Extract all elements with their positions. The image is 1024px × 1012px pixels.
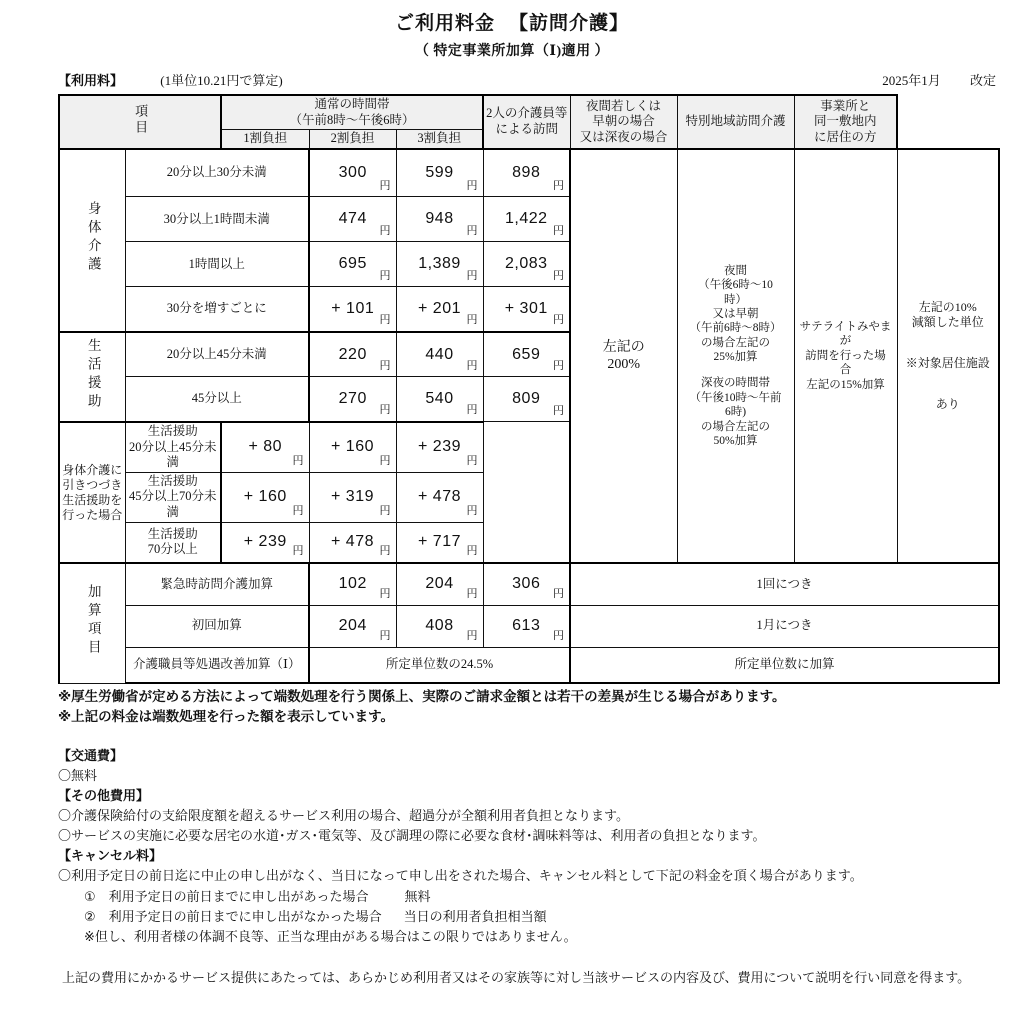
price-cell: + 239 円 (221, 522, 309, 563)
table-footnotes (58, 687, 1024, 728)
page-title-bracket: 【訪問介護】 (509, 13, 630, 34)
category-physical: 身体介護 (59, 149, 125, 332)
price-cell: + 160 円 (309, 422, 396, 472)
header-same-site-l3: に居住の方 (813, 129, 877, 144)
duration-cell: 生活援助 45分以上70分未満 (125, 472, 221, 522)
duration-cell: 45分以上 (125, 377, 309, 422)
revision-date: 2025年1月 (882, 73, 941, 88)
table-row (59, 149, 999, 197)
header-night (570, 95, 677, 149)
header-burden-3: 3割負担 (396, 130, 483, 149)
price-cell: + 101 円 (309, 287, 396, 332)
price-cell: + 160 円 (221, 472, 309, 522)
addon-name: 緊急時訪問介護加算 (125, 563, 309, 605)
closing-statement: 上記の費用にかかるサービス提供にあたっては、あらかじめ利用者又はその家族等に対し当該サービスの内容及び、費用について説明を行い同意を得ます。 (62, 970, 971, 986)
price-cell: 1,389 円 (396, 242, 483, 287)
meta-row (0, 70, 1024, 92)
duration-cell: 20分以上45分未満 (125, 332, 309, 377)
price-cell: 948 円 (396, 197, 483, 242)
page-title (0, 8, 1024, 35)
duration-cell: 生活援助 20分以上45分未満 (125, 422, 221, 472)
header-night-l1: 夜間若しくは (585, 98, 661, 113)
two-staff-value-l1: 左記の (602, 339, 645, 355)
duration-cell: 30分を増すごとに (125, 287, 309, 332)
price-cell: 695 円 (309, 242, 396, 287)
table-row (59, 605, 999, 647)
header-two-staff-l1: 2人の介護員等 (486, 106, 568, 121)
unit-note: (1単位10.21円で算定) (160, 73, 283, 88)
header-burden-1: 1割負担 (221, 130, 309, 149)
header-same-site (794, 95, 897, 149)
price-cell: 1,422 円 (483, 197, 570, 242)
cancellation-heading: 【キャンセル料】 (58, 848, 163, 864)
night-value: 夜間 （午後6時～10 時） 又は早朝 （午前6時～8時） の場合左記の 25%加算 深夜の時間帯 （午後10時～午前 6時) の場合左記の 50%加算 (677, 149, 794, 563)
header-same-site-l1: 事業所と (820, 98, 871, 113)
cancellation-item-1: 〇利用予定日の前日迄に中止の申し出がなく、当日になって申し出をされた場合、キャンセル料として下記の料金を頂く場合があります。 (58, 868, 863, 884)
duration-cell: 生活援助 70分以上 (125, 522, 221, 563)
revision-info (882, 70, 996, 89)
price-cell: + 201 円 (396, 287, 483, 332)
cancellation-note: ※但し、利用者様の体調不良等、正当な理由がある場合はこの限りではありません。 (84, 928, 577, 944)
price-cell: 102 円 (309, 563, 396, 605)
header-row-1 (59, 95, 999, 130)
price-cell: + 239 円 (396, 422, 483, 472)
price-cell: + 301 円 (483, 287, 570, 332)
header-two-staff-l2: による訪問 (495, 121, 558, 136)
header-special-area: 特別地域訪問介護 (677, 95, 794, 149)
addon-merged-value: 所定単位数の24.5% (309, 647, 570, 683)
other-costs-item-1: 〇介護保険給付の支給限度額を超えるサービス利用の場合、超過分が全額利用者負担となります。 (58, 808, 629, 824)
header-burden-2: 2割負担 (309, 130, 396, 149)
category-life-support: 生活援助 (59, 332, 125, 422)
cancellation-sub-2 (58, 907, 1024, 927)
header-night-l3: 又は深夜の場合 (579, 129, 668, 144)
addon-note: 1月につき (570, 605, 999, 647)
duration-cell: 20分以上30分未満 (125, 149, 309, 197)
info-sections (58, 746, 1024, 947)
duration-cell: 30分以上1時間未満 (125, 197, 309, 242)
other-costs-item-2: 〇サービスの実施に必要な居宅の水道･ガス･電気等、及び調理の際に必要な食材･調味料等は、利用者の負担となります。 (58, 828, 766, 844)
addon-name: 介護職員等処遇改善加算（Ⅰ） (125, 647, 309, 683)
page-title-main: ご利用料金 (394, 13, 495, 34)
price-cell: 440 円 (396, 332, 483, 377)
header-normal-band-time: （午前8時～午後6時） (289, 112, 415, 127)
price-cell: 300 円 (309, 149, 396, 197)
header-two-staff (483, 95, 570, 149)
cancellation-sub-1-label: ① 利用予定日の前日までに申し出があった場合 (84, 888, 369, 904)
price-cell: 408 円 (396, 605, 483, 647)
price-cell: 540 円 (396, 377, 483, 422)
revision-label: 改定 (969, 73, 996, 88)
table-head (59, 95, 999, 149)
price-cell: 898 円 (483, 149, 570, 197)
price-cell: + 478 円 (396, 472, 483, 522)
addon-note: 1回につき (570, 563, 999, 605)
price-cell: + 80 円 (221, 422, 309, 472)
price-cell: 270 円 (309, 377, 396, 422)
addon-note: 所定単位数に加算 (570, 647, 999, 683)
category-combo: 身体介護に 引きつづき 生活援助を 行った場合 (59, 422, 125, 563)
header-item: 項目 (59, 95, 221, 149)
price-cell: 659 円 (483, 332, 570, 377)
cancellation-sub-2-value: 当日の利用者負担相当額 (403, 908, 547, 924)
special-area-value: サテライトみやま が 訪問を行った場 合 左記の15%加算 (794, 149, 897, 563)
header-night-l2: 早朝の場合 (592, 114, 655, 129)
fee-table (58, 94, 1000, 684)
table-row (59, 647, 999, 683)
price-cell: 809 円 (483, 377, 570, 422)
price-cell: 220 円 (309, 332, 396, 377)
transport-heading: 【交通費】 (58, 747, 124, 763)
cancellation-sub-1 (58, 887, 1024, 907)
footnote-2: ※上記の料金は端数処理を行った額を表示しています。 (58, 709, 395, 725)
other-costs-heading: 【その他費用】 (58, 787, 150, 803)
price-cell: + 319 円 (309, 472, 396, 522)
title-block (0, 0, 1024, 60)
header-normal-band (221, 95, 483, 130)
category-addon: 加算項目 (59, 563, 125, 683)
two-staff-value (570, 149, 677, 563)
footnote-1: ※厚生労働省が定める方法によって端数処理を行う関係上、実際のご請求金額とは若干の差異が生じる場合があります。 (58, 689, 786, 705)
page-subtitle: （ 特定事業所加算（Ⅰ)適用 ） (414, 44, 610, 59)
table-row (59, 563, 999, 605)
fee-label: 【利用料】 (58, 73, 124, 88)
cancellation-sub-2-label: ② 利用予定日の前日までに申し出がなかった場合 (84, 908, 382, 924)
price-cell: 204 円 (309, 605, 396, 647)
addon-name: 初回加算 (125, 605, 309, 647)
price-cell: + 478 円 (309, 522, 396, 563)
cancellation-sub-1-value: 無料 (404, 888, 431, 904)
transport-item: 〇無料 (58, 767, 98, 783)
price-cell: + 717 円 (396, 522, 483, 563)
duration-cell: 1時間以上 (125, 242, 309, 287)
two-staff-value-l2: 200% (607, 357, 641, 372)
price-cell: 2,083 円 (483, 242, 570, 287)
price-cell: 599 円 (396, 149, 483, 197)
price-cell: 204 円 (396, 563, 483, 605)
price-cell: 306 円 (483, 563, 570, 605)
table-body (59, 149, 999, 683)
header-normal-band-label: 通常の時間帯 (314, 97, 390, 111)
same-site-value: 左記の10% 減額した単位 ※対象居住施設 あり (897, 149, 999, 563)
header-same-site-l2: 同一敷地内 (813, 114, 877, 129)
price-cell: 474 円 (309, 197, 396, 242)
price-cell: 613 円 (483, 605, 570, 647)
